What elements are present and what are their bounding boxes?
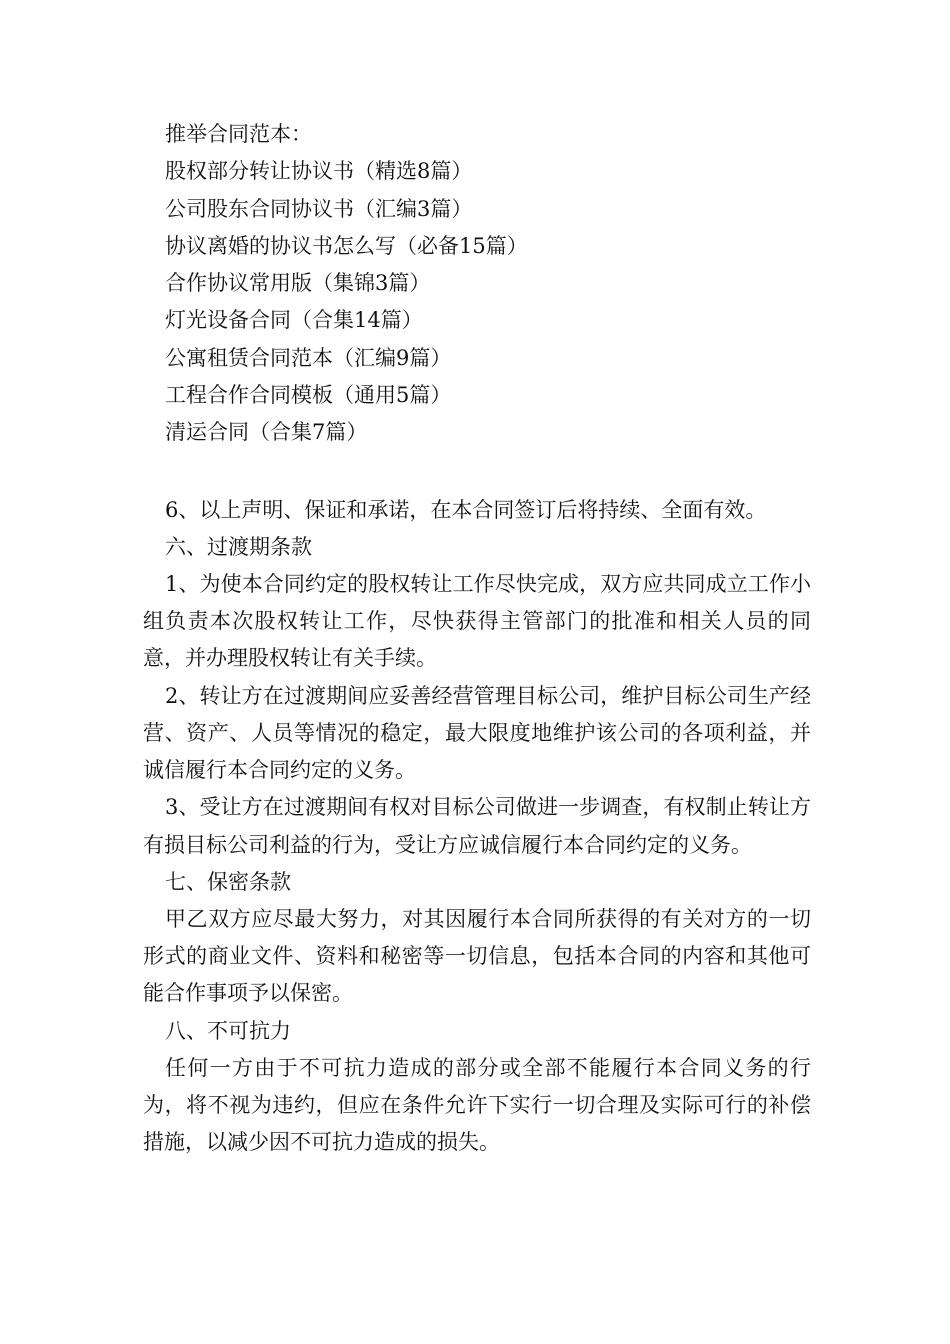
- section-heading: 六、过渡期条款: [165, 534, 312, 559]
- recommend-list: [143, 153, 811, 451]
- clause-paragraph: 6、以上声明、保证和承诺，在本合同签订后将持续、全面有效。: [165, 497, 767, 522]
- clause-paragraph: 2、转让方在过渡期间应妥善经营管理目标公司，维护目标公司生产经营、资产、人员等情况的稳定，最大限度地维护该公司的各项利益，并诚信履行本合同约定的义务。: [143, 683, 811, 783]
- recommend-link[interactable]: 合作协议常用版（集锦3篇）: [165, 271, 431, 296]
- recommend-link[interactable]: 清运合同（合集7篇）: [165, 420, 368, 445]
- clause-paragraph: 3、受让方在过渡期间有权对目标公司做进一步调查，有权制止转让方有损目标公司利益的行为，受让方应诚信履行本合同约定的义务。: [143, 795, 811, 857]
- section-heading: 八、不可抗力: [165, 1018, 291, 1043]
- recommend-link[interactable]: 灯光设备合同（合集14篇）: [165, 308, 423, 333]
- clause-paragraph: 任何一方由于不可抗力造成的部分或全部不能履行本合同义务的行为，将不视为违约，但应在条件允许下实行一切合理及实际可行的补偿措施，以减少因不可抗力造成的损失。: [143, 1055, 811, 1155]
- recommend-link[interactable]: 工程合作合同模板（通用5篇）: [165, 383, 452, 408]
- recommend-link[interactable]: 协议离婚的协议书怎么写（必备15篇）: [165, 233, 528, 258]
- clause-paragraph: 1、为使本合同约定的股权转让工作尽快完成，双方应共同成立工作小组负责本次股权转让工作，尽快获得主管部门的批准和相关人员的同意，并办理股权转让有关手续。: [143, 572, 811, 671]
- recommend-link[interactable]: 公司股东合同协议书（汇编3篇）: [165, 196, 473, 221]
- section-heading: 七、保密条款: [165, 869, 291, 894]
- recommend-link[interactable]: 股权部分转让协议书（精选8篇）: [165, 159, 473, 184]
- recommend-link[interactable]: 公寓租赁合同范本（汇编9篇）: [165, 345, 452, 370]
- recommend-heading: 推举合同范本：: [165, 122, 312, 146]
- document-content: [143, 116, 811, 1161]
- clause-paragraph: 甲乙双方应尽最大努力，对其因履行本合同所获得的有关对方的一切形式的商业文件、资料和秘密等一切信息，包括本合同的内容和其他可能合作事项予以保密。: [143, 906, 811, 1006]
- section-spacer: [143, 452, 811, 492]
